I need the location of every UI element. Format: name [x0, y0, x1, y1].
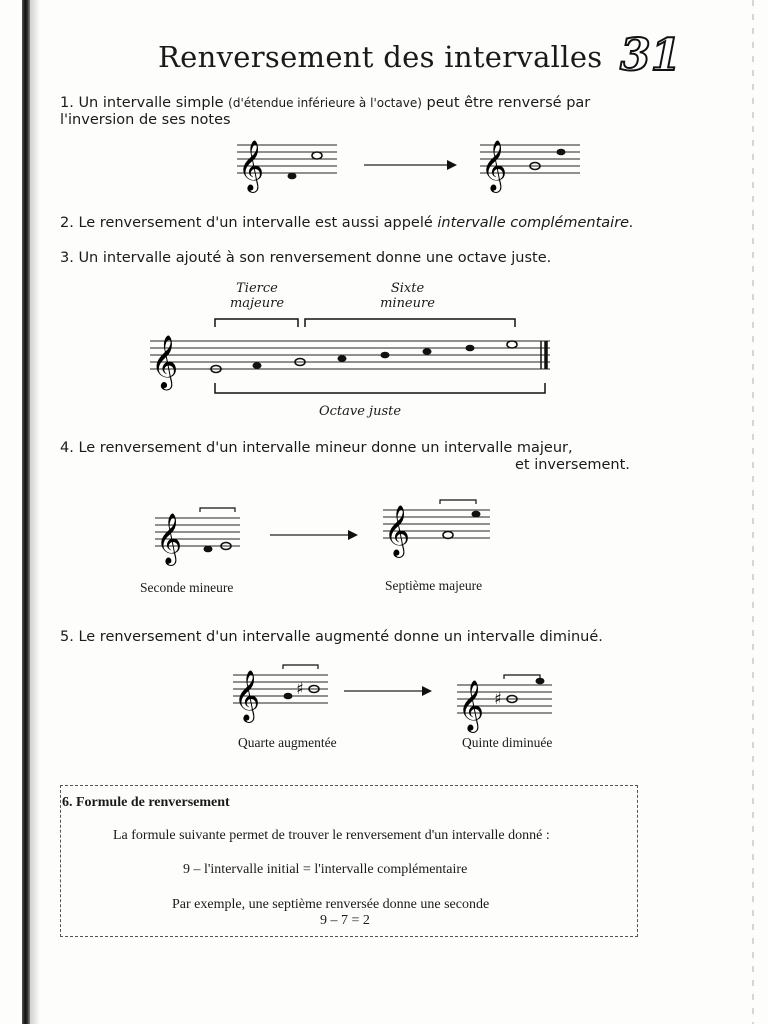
- label-sixte-line-2: mineure: [380, 296, 435, 311]
- note-head: [507, 341, 517, 348]
- section-1-line-2: l'inversion de ses notes: [60, 112, 231, 128]
- note-head: [472, 511, 481, 518]
- section-4-line-1: 4. Le renversement d'un intervalle mineur donne un intervalle majeur,: [60, 440, 573, 456]
- page-edge: [752, 0, 754, 1024]
- treble-clef-icon: 𝄞: [481, 140, 508, 191]
- staff-example-4-left: [150, 498, 250, 563]
- note-head: [557, 149, 566, 156]
- binding-shadow: [30, 0, 40, 1024]
- section-1-text-a: 1. Un intervalle simple: [60, 95, 224, 111]
- caption-quarte: Quarte augmentée: [238, 735, 337, 750]
- staff-example-1-right: [475, 130, 595, 190]
- note-head: [204, 546, 213, 553]
- section-3-line: 3. Un intervalle ajouté à son renversement donne une octave juste.: [60, 250, 552, 266]
- section-6-example: Par exemple, une septième renversée donne une seconde: [172, 897, 490, 912]
- note-head: [288, 173, 297, 180]
- section-6-title: 6. Formule de renversement: [62, 795, 230, 810]
- sharp-icon: ♯: [494, 689, 502, 708]
- label-sixte-line-1: Sixte: [390, 281, 425, 296]
- arrow-icon: [362, 155, 462, 175]
- arrow-icon: [342, 681, 442, 701]
- caption-seconde: Seconde mineure: [140, 580, 234, 595]
- page-number: 31: [620, 30, 682, 81]
- staff-example-1-left: [232, 130, 352, 190]
- staff-octave-example: [145, 315, 565, 405]
- caption-quinte: Quinte diminuée: [462, 735, 553, 750]
- binding-edge: [22, 0, 30, 1024]
- treble-clef-icon: 𝄞: [156, 513, 183, 564]
- sharp-icon: ♯: [296, 679, 304, 698]
- treble-clef-icon: 𝄞: [238, 140, 265, 191]
- arrow-icon: [268, 525, 368, 545]
- note-head: [284, 693, 293, 700]
- treble-clef-icon: 𝄞: [151, 334, 179, 388]
- treble-clef-icon: 𝄞: [458, 680, 485, 731]
- label-tierce-line-1: Tierce: [236, 281, 278, 296]
- note-head: [338, 355, 347, 362]
- staff-example-5-left: [228, 655, 348, 720]
- section-2-line: [60, 215, 634, 231]
- section-2-text: 2. Le renversement d'un intervalle est aussi appelé: [60, 215, 433, 231]
- bracket-octave: [215, 383, 545, 393]
- label-tierce: [222, 281, 292, 311]
- note-head: [381, 352, 390, 359]
- treble-clef-icon: 𝄞: [234, 670, 261, 721]
- staff-example-4-right: [378, 490, 498, 555]
- label-octave: Octave juste: [318, 404, 402, 419]
- label-sixte: [370, 281, 445, 311]
- note-head: [466, 345, 475, 352]
- note-head: [312, 152, 322, 159]
- section-4-line-2: et inversement.: [515, 457, 630, 473]
- label-tierce-line-2: majeure: [229, 296, 285, 311]
- note-head: [536, 678, 545, 685]
- caption-septieme: Septième majeure: [385, 578, 483, 593]
- note-head: [443, 532, 453, 539]
- note-head: [253, 362, 262, 369]
- section-6-example-calc: 9 – 7 = 2: [320, 913, 370, 928]
- section-2-emphasis: intervalle complémentaire.: [437, 215, 634, 231]
- section-1-line-1: [60, 95, 590, 111]
- section-1-text-c: peut être renversé par: [426, 95, 591, 111]
- section-6-formula: 9 – l'intervalle initial = l'intervalle complémentaire: [183, 862, 468, 877]
- treble-clef-icon: 𝄞: [384, 505, 411, 556]
- bracket-sixte: [305, 319, 515, 327]
- section-6-intro: La formule suivante permet de trouver le renversement d'un intervalle donné :: [113, 828, 550, 843]
- section-1-parenthetical: (d'étendue inférieure à l'octave): [228, 96, 422, 110]
- section-5-line: 5. Le renversement d'un intervalle augmenté donne un intervalle diminué.: [60, 629, 603, 645]
- page-title: Renversement des intervalles: [158, 40, 603, 74]
- staff-example-5-right: [452, 665, 572, 730]
- bracket-tierce: [215, 319, 298, 327]
- note-head: [423, 348, 432, 355]
